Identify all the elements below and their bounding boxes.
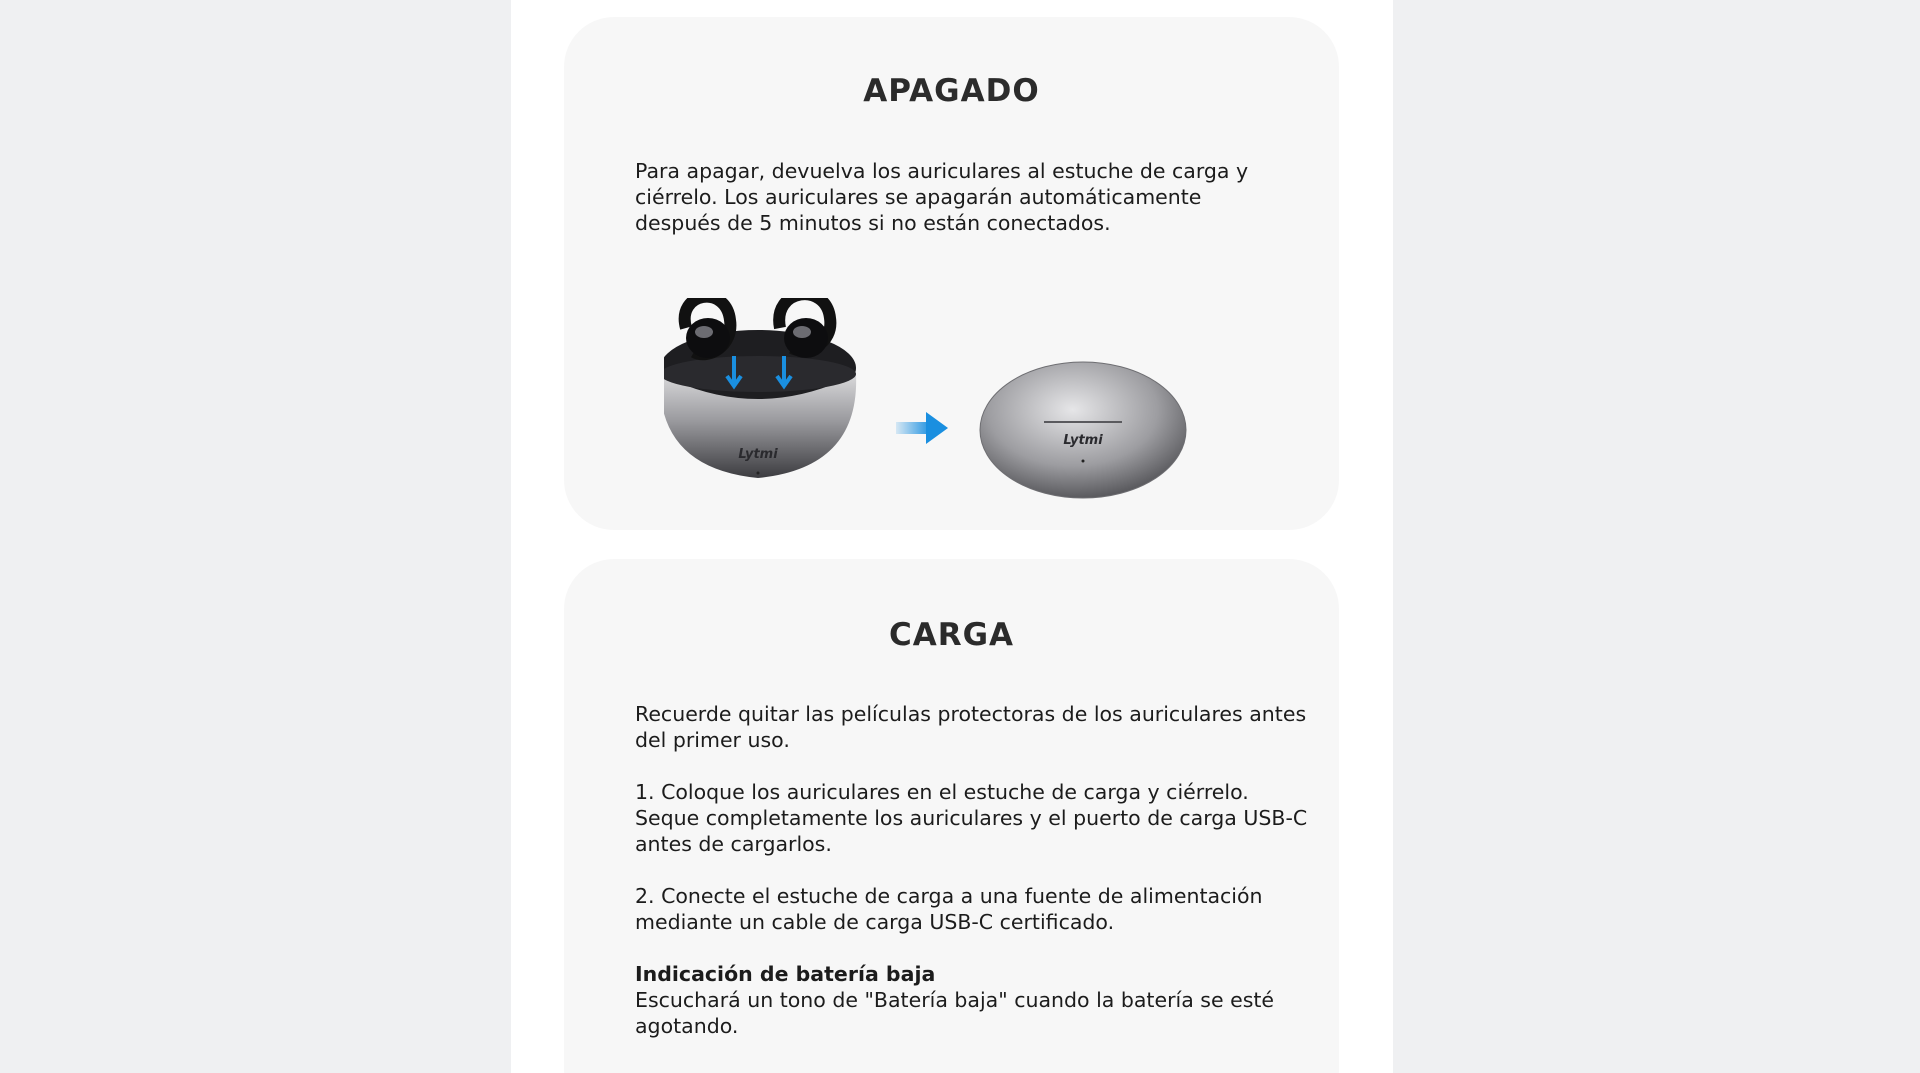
brand-logo-open: Lytmi [738,447,778,462]
charging-step-2: 2. Conecte el estuche de carga a una fuente de alimentación mediante un cable de carga USB-C certificado. [635,884,1263,934]
closed-case-icon [980,362,1186,498]
open-case-icon [664,298,856,478]
right-arrow-icon [896,412,948,444]
charging-step-1: 1. Coloque los auriculares en el estuche de carga y ciérrelo. Seque completamente los auriculares y el puerto de carga USB-C antes de cargarlos. [635,780,1308,856]
charging-card [564,559,1339,1073]
power-off-title: APAGADO [863,73,1040,109]
low-battery-text: Escuchará un tono de "Batería baja" cuando la batería se esté agotando. [635,988,1275,1038]
power-off-description: Para apagar, devuelva los auriculares al estuche de carga y ciérrelo. Los auriculares se apagarán automáticamente después de 5 minutos si no están conectados. [635,159,1249,235]
power-off-card [564,17,1339,530]
charging-title: CARGA [888,617,1015,653]
charging-intro: Recuerde quitar las películas protectoras de los auriculares antes del primer uso. [635,702,1307,752]
low-battery-heading: Indicación de batería baja [635,962,936,986]
power-off-illustration [664,298,1224,518]
left-earbud-icon [685,298,731,358]
brand-logo-closed: Lytmi [1063,433,1103,448]
charging-content [635,701,1315,1039]
page [511,0,1393,1073]
